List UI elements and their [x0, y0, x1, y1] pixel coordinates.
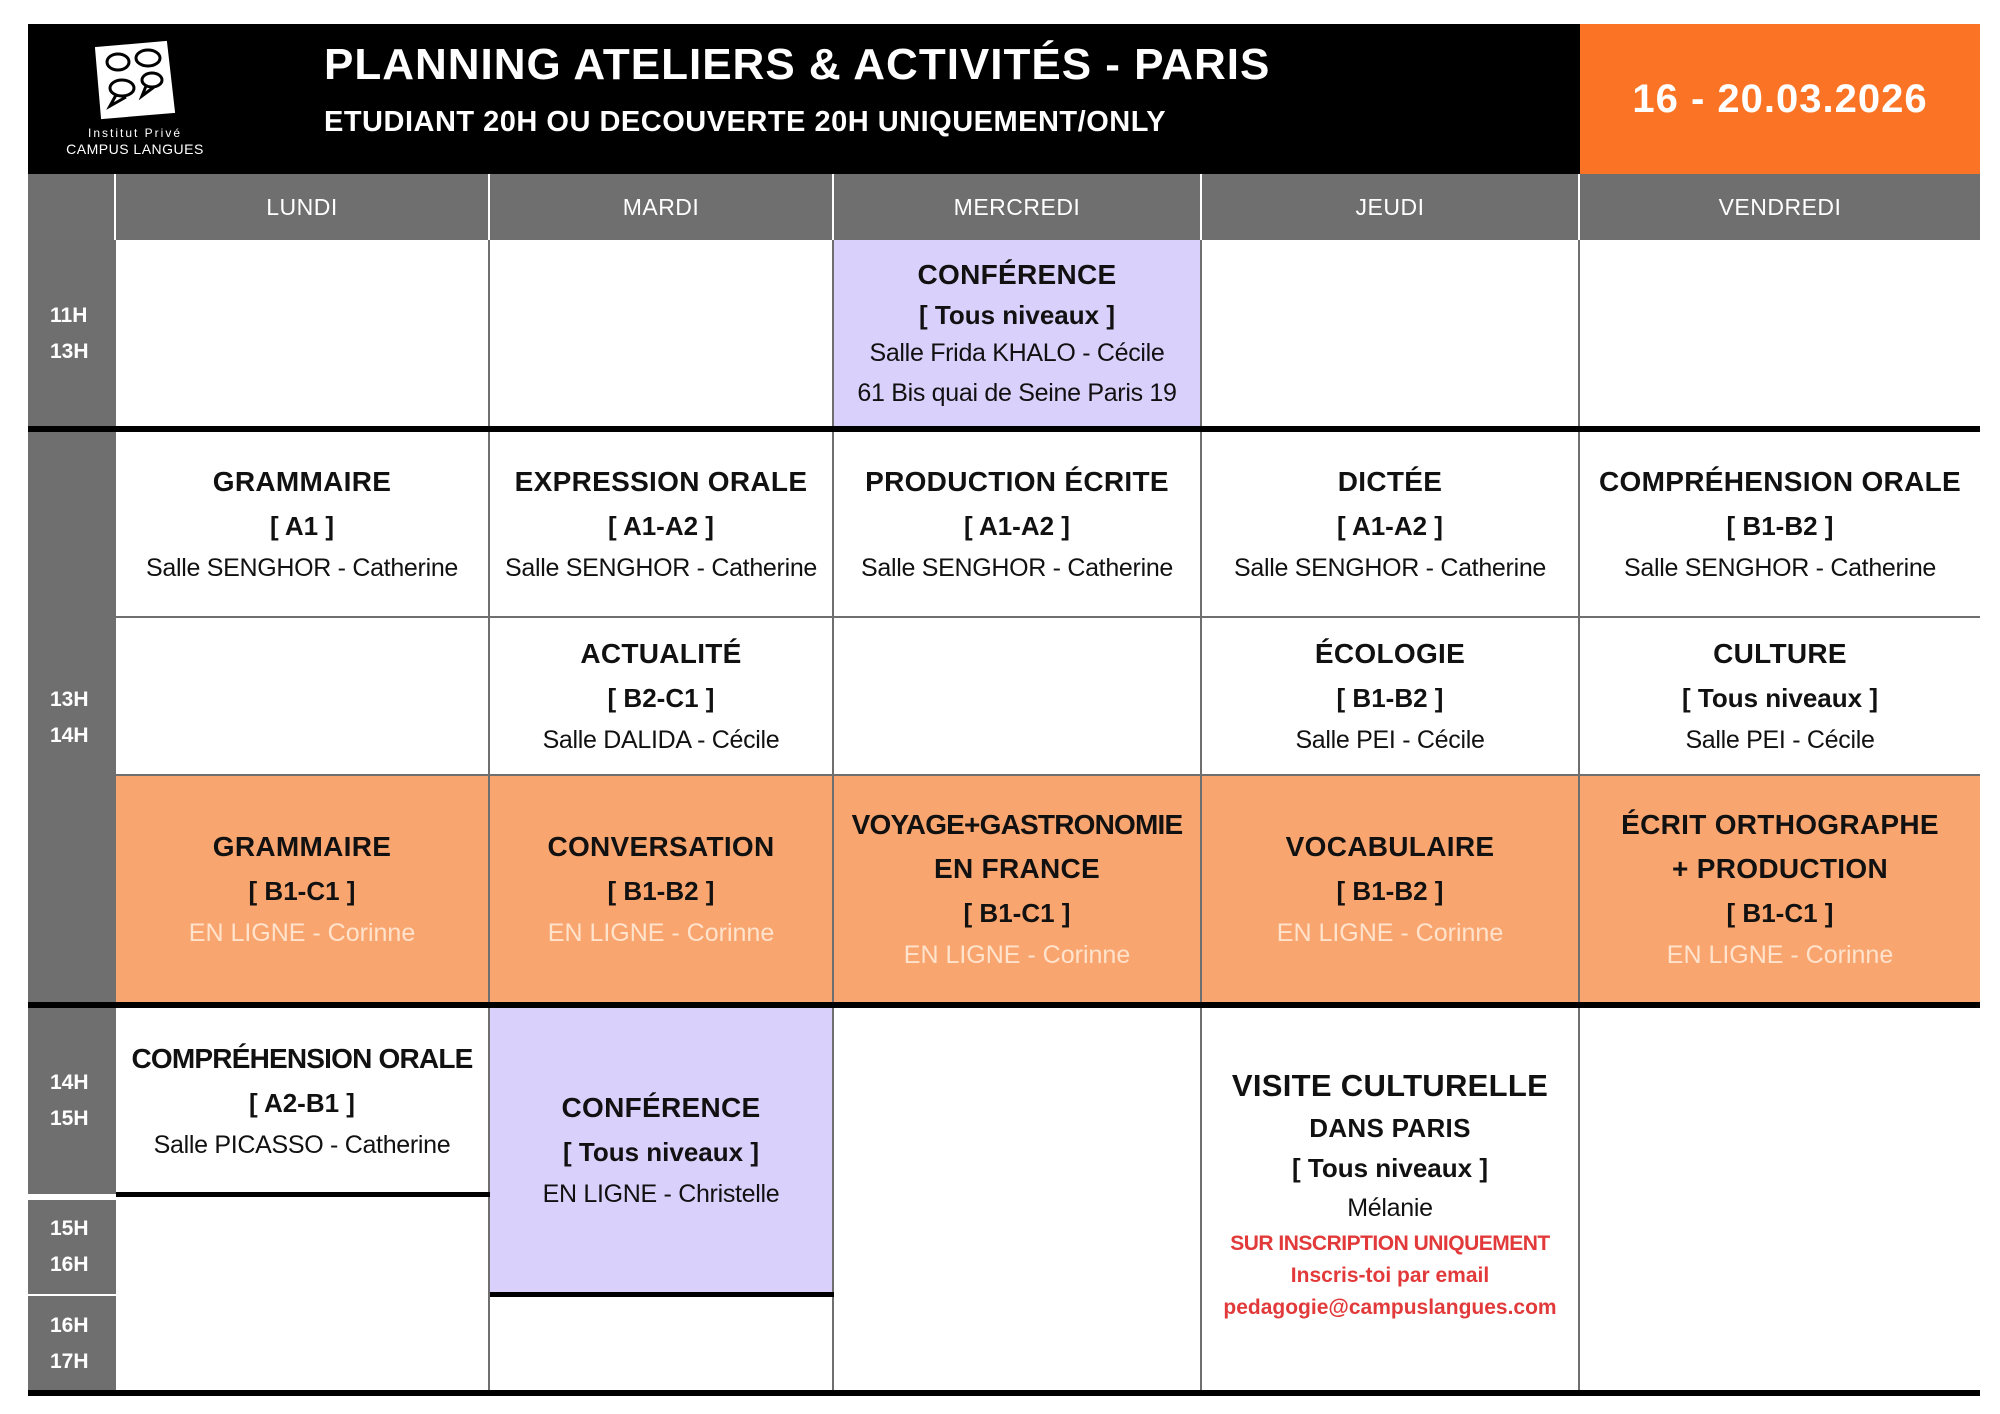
activity-title: EXPRESSION ORALE [514, 466, 808, 497]
activity-conversation-online-tue [490, 776, 834, 1004]
activity-title: VOCABULAIRE [1285, 831, 1495, 862]
time-end: 15H [50, 1107, 89, 1130]
time-start: 15H [50, 1217, 89, 1240]
activity-level: [ B1-C1 ] [963, 898, 1071, 928]
time-end: 13H [50, 340, 89, 363]
activity-room: EN LIGNE - Corinne [903, 941, 1131, 969]
time-slot-11-13 [28, 240, 116, 428]
empty-cell [1580, 1008, 1980, 1392]
activity-comprehension-orale-fri [1580, 432, 1980, 618]
activity-title: PRODUCTION ÉCRITE [865, 466, 1169, 497]
empty-cell [116, 618, 490, 776]
activity-level: [ Tous niveaux ] [563, 1137, 759, 1167]
activity-level: [ B1-B2 ] [1336, 683, 1444, 713]
campus-langues-logo [60, 40, 210, 160]
page-title: PLANNING ATELIERS & ACTIVITÉS - PARIS [324, 40, 1271, 89]
corner-cell [28, 174, 116, 240]
activity-level: [ Tous niveaux ] [1292, 1153, 1488, 1183]
logo-line1: Institut Privé [87, 126, 183, 140]
activity-conference-online-tue [490, 1008, 834, 1292]
activity-level: [ A1-A2 ] [964, 511, 1070, 541]
activity-room: Salle SENGHOR - Catherine [860, 554, 1174, 582]
email-instruction: Inscris-toi par email [1290, 1264, 1490, 1287]
activity-title: CONFÉRENCE [917, 259, 1117, 290]
activity-actualite-tue [490, 618, 834, 776]
activity-level: [ B1-B2 ] [1336, 876, 1444, 906]
activity-guide: Mélanie [1347, 1194, 1433, 1222]
activity-room: EN LIGNE - Corinne [1666, 941, 1894, 969]
time-slot-13-14 [28, 432, 116, 1004]
empty-cell [490, 240, 834, 428]
activity-title: COMPRÉHENSION ORALE [1599, 466, 1961, 497]
day-header-vendredi: VENDREDI [1580, 174, 1980, 240]
activity-room: Salle SENGHOR - Catherine [1623, 554, 1937, 582]
activity-title: CONVERSATION [547, 831, 775, 862]
activity-room: Salle PICASSO - Catherine [153, 1131, 451, 1159]
activity-level: [ Tous niveaux ] [1682, 683, 1878, 713]
activity-room: Salle SENGHOR - Catherine [504, 554, 818, 582]
empty-cell [834, 1008, 1202, 1392]
day-header-mardi: MARDI [490, 174, 834, 240]
page-subtitle: ETUDIANT 20H OU DECOUVERTE 20H UNIQUEMENT/ONLY [324, 106, 1167, 138]
activity-level: [ Tous niveaux ] [919, 300, 1115, 330]
activity-title: VISITE CULTURELLE [1231, 1068, 1549, 1103]
activity-room: Salle SENGHOR - Catherine [1233, 554, 1547, 582]
activity-room: Salle PEI - Cécile [1685, 726, 1875, 754]
speech-bubbles-icon [88, 40, 178, 120]
activity-conference-wed [834, 240, 1202, 428]
empty-cell [116, 1197, 490, 1392]
activity-room: EN LIGNE - Christelle [542, 1180, 780, 1208]
activity-expression-orale-tue [490, 432, 834, 618]
day-header-mercredi: MERCREDI [834, 174, 1202, 240]
time-start: 13H [50, 688, 89, 711]
activity-grammaire-online-mon [116, 776, 490, 1004]
logo-line2: CAMPUS LANGUES [66, 141, 204, 157]
date-range: 16 - 20.03.2026 [1580, 24, 1980, 174]
activity-title: ÉCOLOGIE [1314, 638, 1466, 669]
time-slot-14-15 [28, 1008, 116, 1194]
time-start: 14H [50, 1071, 89, 1094]
activity-room: Salle SENGHOR - Catherine [145, 554, 459, 582]
activity-title: GRAMMAIRE [212, 466, 392, 497]
activity-title: CONFÉRENCE [561, 1092, 761, 1123]
activity-visite-culturelle-thu [1202, 1008, 1580, 1392]
activity-title-line2: EN FRANCE [933, 853, 1101, 884]
activity-level: [ B2-C1 ] [607, 683, 715, 713]
time-end: 17H [50, 1350, 89, 1373]
activity-title-line2: + PRODUCTION [1672, 853, 1888, 884]
activity-level: [ A1-A2 ] [1337, 511, 1443, 541]
activity-level: [ B1-C1 ] [248, 876, 356, 906]
activity-title: VOYAGE+GASTRONOMIE [851, 809, 1183, 840]
day-header-jeudi: JEUDI [1202, 174, 1580, 240]
activity-title: ACTUALITÉ [580, 638, 742, 669]
time-slot-15-16 [28, 1198, 116, 1294]
time-slot-16-17 [28, 1294, 116, 1392]
activity-level: [ B1-C1 ] [1726, 898, 1834, 928]
activity-address: 61 Bis quai de Seine Paris 19 [857, 379, 1177, 407]
activity-title: DICTÉE [1337, 466, 1443, 497]
activity-level: [ B1-B2 ] [1726, 511, 1834, 541]
activity-room: Salle DALIDA - Cécile [542, 726, 780, 754]
empty-cell [490, 1297, 834, 1392]
activity-title: CULTURE [1713, 638, 1847, 669]
time-end: 16H [50, 1253, 89, 1276]
activity-room: EN LIGNE - Corinne [547, 919, 775, 947]
activity-title: ÉCRIT ORTHOGRAPHE [1621, 809, 1939, 840]
activity-room: EN LIGNE - Corinne [188, 919, 416, 947]
activity-room: Salle Frida KHALO - Cécile [869, 339, 1165, 367]
activity-room: Salle PEI - Cécile [1295, 726, 1485, 754]
time-start: 16H [50, 1314, 89, 1337]
day-header-lundi: LUNDI [116, 174, 490, 240]
activity-grammaire-mon [116, 432, 490, 618]
activity-vocabulaire-online-thu [1202, 776, 1580, 1004]
empty-cell [1580, 240, 1980, 428]
activity-level: [ B1-B2 ] [607, 876, 715, 906]
activity-comprehension-orale-mon [116, 1008, 490, 1194]
empty-cell [834, 618, 1202, 776]
activity-voyage-gastronomie-online-wed [834, 776, 1202, 1004]
empty-cell [116, 240, 490, 428]
activity-dictee-thu [1202, 432, 1580, 618]
activity-room: EN LIGNE - Corinne [1276, 919, 1504, 947]
activity-title: GRAMMAIRE [212, 831, 392, 862]
registration-note: SUR INSCRIPTION UNIQUEMENT [1230, 1232, 1550, 1255]
activity-ecologie-thu [1202, 618, 1580, 776]
time-start: 11H [50, 304, 88, 327]
activity-title: COMPRÉHENSION ORALE [131, 1043, 473, 1074]
activity-ecrit-orthographe-online-fri [1580, 776, 1980, 1004]
activity-level: [ A2-B1 ] [249, 1088, 355, 1118]
activity-title-line2: DANS PARIS [1309, 1113, 1471, 1143]
contact-email-link[interactable]: pedagogie@campuslangues.com [1223, 1296, 1557, 1319]
table-bottom-border [28, 1390, 1980, 1396]
empty-cell [1202, 240, 1580, 428]
activity-culture-fri [1580, 618, 1980, 776]
activity-level: [ A1-A2 ] [608, 511, 714, 541]
activity-production-ecrite-wed [834, 432, 1202, 618]
activity-level: [ A1 ] [269, 511, 335, 541]
time-end: 14H [50, 724, 89, 747]
